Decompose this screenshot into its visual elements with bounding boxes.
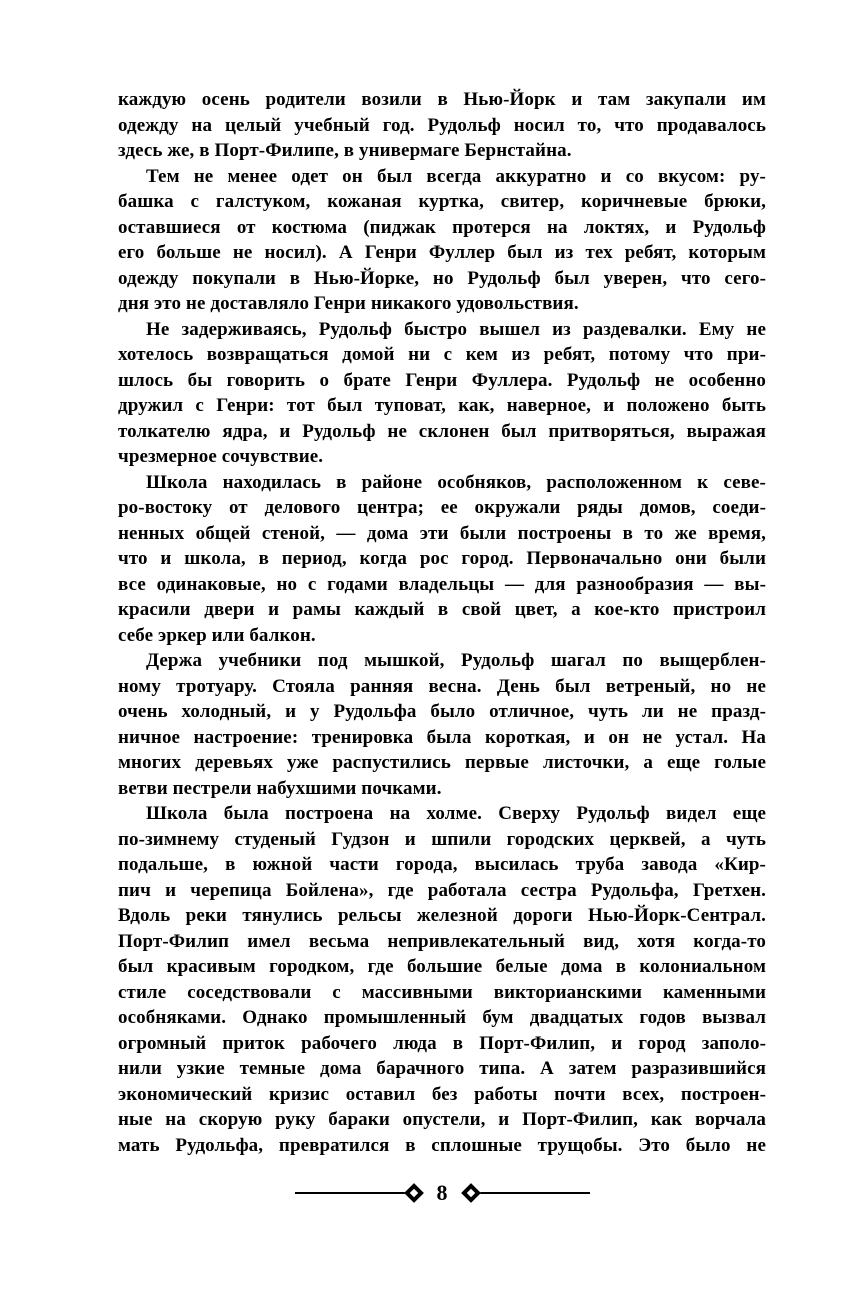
text-line: Не задерживаясь, Рудольф быстро вышел из раздевалки. Ему не bbox=[146, 318, 766, 340]
text-line: Школа находилась в районе особняков, расположенном к севе- bbox=[146, 471, 766, 493]
text-line: ному тротуару. Стояла ранняя весна. День был ветреный, но не bbox=[118, 675, 766, 697]
text-line: Держа учебники под мышкой, Рудольф шагал по выщерблен- bbox=[146, 650, 766, 671]
text-line: чрезмерное сочувствие. bbox=[118, 446, 324, 467]
text-line: дружил с Генри: тот был туповат, как, наверное, и положено быть bbox=[118, 395, 766, 416]
text-line: ро-востоку от делового центра; ее окружали ряды домов, соеди- bbox=[118, 497, 766, 518]
text-line: здесь же, в Порт-Филипе, в универмаге Бернстайна. bbox=[118, 140, 572, 161]
page-number: 8 bbox=[436, 1180, 448, 1205]
text-line: многих деревьях уже распустились первые листочки, а еще голые bbox=[118, 752, 766, 773]
paragraph bbox=[118, 648, 766, 801]
text-line: оставшиеся от костюма (пиджак протерся на локтях, и Рудольф bbox=[118, 216, 766, 238]
diamond-icon bbox=[461, 1183, 481, 1203]
text-line: Тем не менее одет он был всегда аккуратно и со вкусом: ру- bbox=[146, 165, 766, 187]
text-line: пич и черепица Бойлена», где работала сестра Рудольфа, Гретхен. bbox=[118, 879, 766, 901]
text-line: экономический кризис оставил без работы почти всех, построен- bbox=[118, 1083, 766, 1105]
text-line: все одинаковые, но с годами владельцы — для разнообразия — вы- bbox=[118, 573, 766, 595]
text-line: шлось бы говорить о брате Генри Фуллера. Рудольф не особенно bbox=[118, 369, 766, 391]
text-line: дня это не доставляло Генри никакого удовольствия. bbox=[118, 293, 579, 314]
text-line: по-зимнему студеный Гудзон и шпили городских церквей, а чуть bbox=[118, 828, 766, 850]
text-line: хотелось возвращаться домой ни с кем из ребят, потому что при- bbox=[118, 344, 766, 365]
text-line: одежду покупали в Нью-Йорке, но Рудольф был уверен, что сего- bbox=[118, 267, 766, 289]
text-line: ветви пестрели набухшими почками. bbox=[118, 777, 442, 799]
text-line: нили узкие темные дома барачного типа. А затем разразившийся bbox=[118, 1058, 766, 1079]
paragraph bbox=[118, 801, 766, 1158]
paragraph bbox=[118, 317, 766, 470]
text-line: особняками. Однако промышленный бум двадцатых годов вызвал bbox=[118, 1007, 766, 1028]
text-line: ненных общей стеной, — дома эти были построены в то же время, bbox=[118, 522, 766, 544]
text-line: мать Рудольфа, превратился в сплошные трущобы. Это было не bbox=[118, 1134, 766, 1156]
text-line: что и школа, в период, когда рос город. Первоначально они были bbox=[118, 548, 766, 569]
text-line: был красивым городком, где большие белые дома в колониальном bbox=[118, 956, 766, 977]
text-line: очень холодный, и у Рудольфа было отличное, чуть ли не празд- bbox=[118, 701, 766, 722]
text-line: Порт-Филип имел весьма непривлекательный вид, хотя когда-то bbox=[118, 930, 766, 952]
text-line: башка с галстуком, кожаная куртка, свитер, коричневые брюки, bbox=[118, 191, 766, 212]
text-line: подальше, в южной части города, высилась труба завода «Кир- bbox=[118, 854, 766, 875]
paragraph bbox=[118, 87, 766, 164]
diamond-icon bbox=[404, 1183, 424, 1203]
text-line: себе эркер или балкон. bbox=[118, 624, 316, 646]
text-line: ные на скорую руку бараки опустели, и Порт-Филип, как ворчала bbox=[118, 1109, 766, 1130]
text-line: огромный приток рабочего люда в Порт-Филип, и город заполо- bbox=[118, 1032, 766, 1054]
footer-rule-left bbox=[295, 1192, 407, 1194]
text-line: стиле соседствовали с массивными викторианскими каменными bbox=[118, 981, 766, 1003]
text-line: Школа была построена на холме. Сверху Рудольф видел еще bbox=[146, 803, 766, 824]
text-line: толкателю ядра, и Рудольф не склонен был притворяться, выражая bbox=[118, 420, 766, 442]
text-line: каждую осень родители возили в Нью-Йорк и там закупали им bbox=[118, 89, 766, 110]
page-footer bbox=[118, 1180, 766, 1206]
paragraph bbox=[118, 164, 766, 317]
text-line: красили двери и рамы каждый в свой цвет, а кое-кто пристроил bbox=[118, 599, 766, 620]
text-line: его больше не носил). А Генри Фуллер был из тех ребят, которым bbox=[118, 242, 766, 263]
footer-rule-right bbox=[478, 1192, 590, 1194]
text-line: Вдоль реки тянулись рельсы железной дороги Нью-Йорк-Сентрал. bbox=[118, 905, 766, 926]
paragraph bbox=[118, 470, 766, 649]
text-line: одежду на целый учебный год. Рудольф носил то, что продавалось bbox=[118, 114, 766, 136]
text-line: ничное настроение: тренировка была короткая, и он не устал. На bbox=[118, 726, 766, 748]
page-text bbox=[118, 87, 766, 1158]
